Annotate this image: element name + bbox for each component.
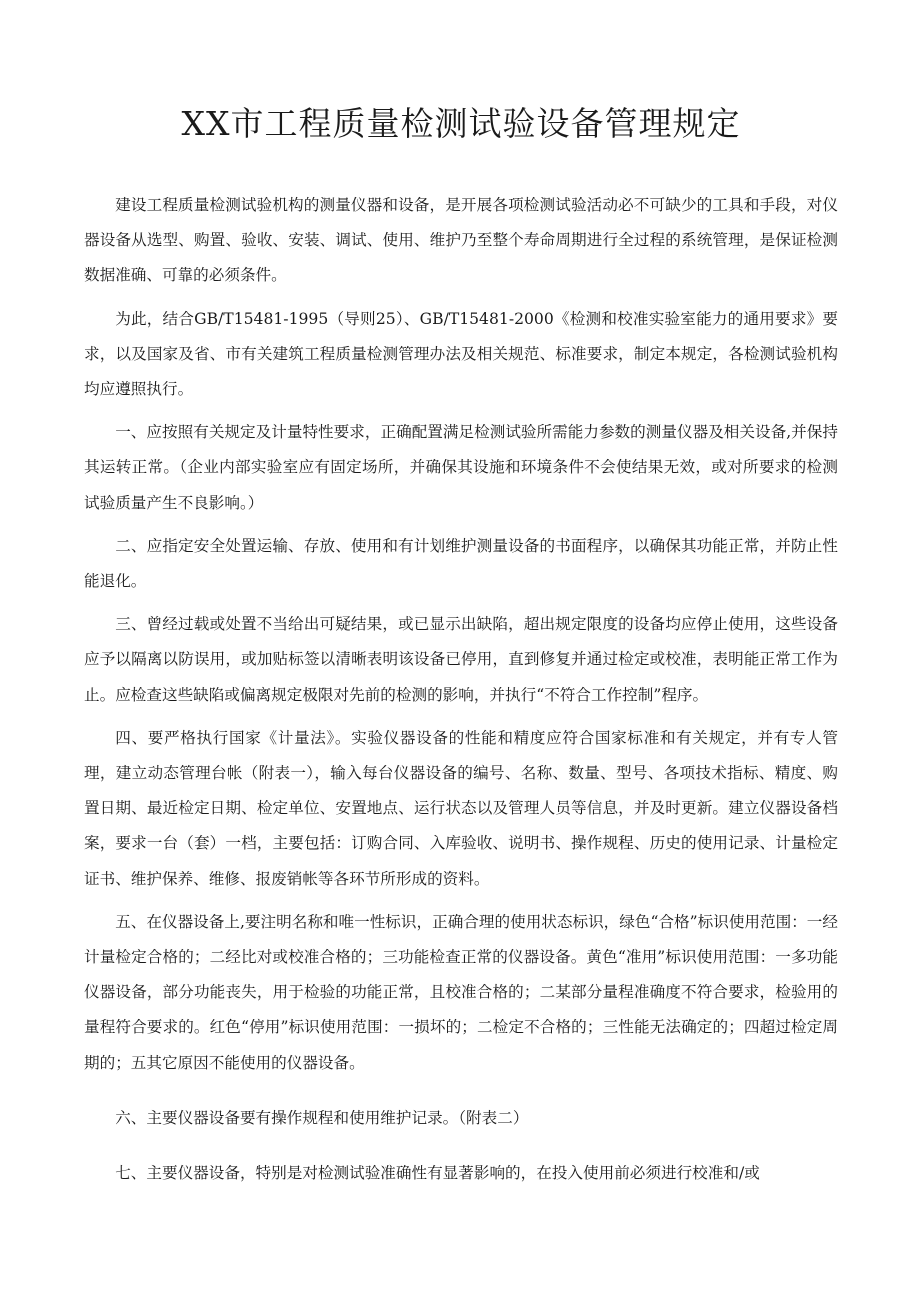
paragraph-article-3: 三、曾经过载或处置不当给出可疑结果，或已显示出缺陷，超出规定限度的设备均应停止使用，这些设备应予以隔离以防误用，或加贴标签以清晰表明该设备已停用，直到修复并通过检定或校准，表明能正常工作为止。应检查这些缺陷或偏离规定极限对先前的检测的影响，并执行“不符合工作控制”程序。 (84, 615, 838, 704)
paragraph-article-7: 七、主要仪器设备，特别是对检测试验准确性有显著影响的，在投入使用前必须进行校准和/或 (115, 1164, 760, 1183)
paragraph-article-1: 一、应按照有关规定及计量特性要求，正确配置满足检测试验所需能力参数的测量仪器及相关设备,并保持其运转正常。（企业内部实验室应有固定场所，并确保其设施和环境条件不会使结果无效，或对所要求的检测试验质量产生不良影响。） (84, 423, 838, 512)
paragraph-intro: 建设工程质量检测试验机构的测量仪器和设备，是开展各项检测试验活动必不可缺少的工具和手段，对仪器设备从选型、购置、验收、安装、调试、使用、维护乃至整个寿命周期进行全过程的系统管理，是保证检测数据准确、可靠的必须条件。 (84, 196, 838, 285)
paragraph-article-4: 四、要严格执行国家《计量法》。实验仪器设备的性能和精度应符合国家标准和有关规定，并有专人管理，建立动态管理台帐（附表一），输入每台仪器设备的编号、名称、数量、型号、各项技术指标、精度、购置日期、最近检定日期、检定单位、安置地点、运行状态以及管理人员等信息，并及时更新。建立仪器设备档案，要求一台（套）一档，主要包括：订购合同、入库验收、说明书、操作规程、历史的使用记录、计量检定证书、维护保养、维修、报废销帐等各环节所形成的资料。 (84, 728, 838, 888)
document-title: XX市工程质量检测试验设备管理规定 (181, 104, 741, 143)
paragraph-basis: 为此，结合GB/T15481-1995（导则25）、GB/T15481-2000《检测和校准实验室能力的通用要求》要求，以及国家及省、市有关建筑工程质量检测管理办法及相关规范、标准要求，制定本规定，各检测试验机构均应遵照执行。 (84, 309, 838, 399)
paragraph-article-6: 六、主要仪器设备要有操作规程和使用维护记录。（附表二） (115, 1108, 529, 1127)
paragraph-article-2: 二、应指定安全处置运输、存放、使用和有计划维护测量设备的书面程序，以确保其功能正常，并防止性能退化。 (84, 536, 838, 591)
paragraph-article-5: 五、在仪器设备上,要注明名称和唯一性标识，正确合理的使用状态标识，绿色“合格”标识使用范围：一经计量检定合格的；二经比对或校准合格的；三功能检查正常的仪器设备。黄色“准用”标识使用范围：一多功能仪器设备，部分功能丧失，用于检验的功能正常，且校准合格的；二某部分量程准确度不符合要求，检验用的量程符合要求的。红色“停用”标识使用范围：一损坏的；二检定不合格的；三性能无法确定的；四超过检定周期的；五其它原因不能使用的仪器设备。 (84, 912, 838, 1072)
